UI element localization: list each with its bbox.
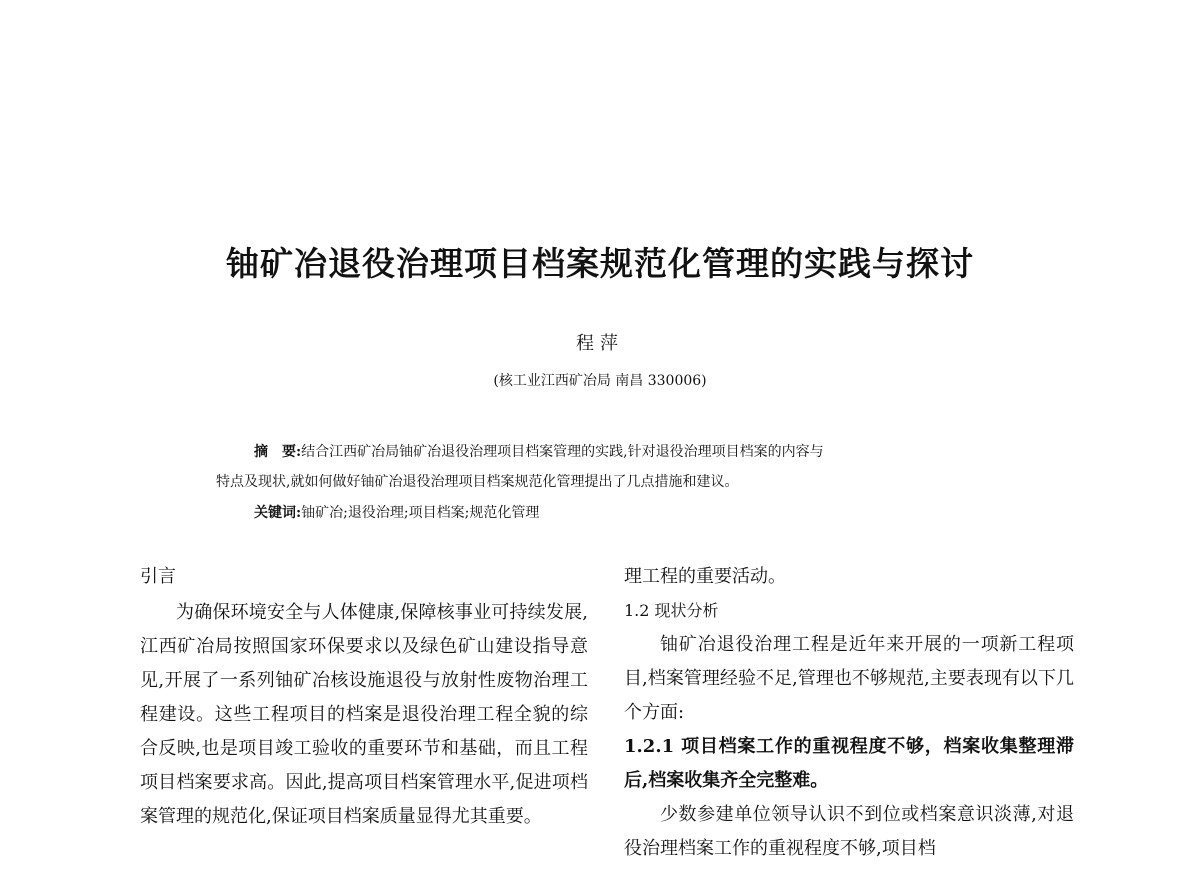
- keywords-label: 关键词:: [254, 505, 302, 521]
- section-heading-1-2: 1.2 现状分析: [624, 601, 719, 620]
- abstract-block: [216, 437, 1006, 497]
- leadership-paragraph: 少数参建单位领导认识不到位或档案意识淡薄,对退役治理档案工作的重视程度不够,项目档: [624, 804, 1074, 859]
- abstract-line-1: [216, 437, 1006, 467]
- abstract-text-1: 结合江西矿冶局铀矿冶退役治理项目档案管理的实践,针对退役治理项目档案的内容与: [301, 444, 824, 460]
- author-name: 程萍: [576, 333, 624, 354]
- abstract-line-2: 特点及现状,就如何做好铀矿冶退役治理项目档案规范化管理提出了几点措施和建议。: [216, 474, 739, 490]
- author-affiliation: (核工业江西矿冶局 南昌 330006): [493, 373, 707, 389]
- intro-paragraph: 为确保环境安全与人体健康,保障核事业可持续发展,江西矿冶局按照国家环保要求以及绿色矿山建设指导意见,开展了一系列铀矿冶核设施退役与放射性废物治理工程建设。这些工程项目的档案是退役治理工程全貌的综合反映,也是项目竣工验收的重要环节和基础，而且工程项目档案要求高。因此,提高项目档案管理水平,促进项档案管理的规范化,保证项目档案质量显得尤其重要。: [140, 602, 588, 827]
- keywords-block: [254, 502, 539, 522]
- abstract-label: 摘 要:: [254, 444, 302, 460]
- section-heading-intro: 引言: [140, 566, 176, 587]
- status-paragraph: 铀矿冶退役治理工程是近年来开展的一项新工程项目,档案管理经验不足,管理也不够规范,主要表现有以下几个方面:: [624, 634, 1074, 723]
- paper-title: 铀矿冶退役治理项目档案规范化管理的实践与探讨: [226, 244, 974, 283]
- right-column: [624, 560, 1074, 866]
- left-column: [140, 560, 588, 834]
- section-heading-1-2-1: 1.2.1 项目档案工作的重视程度不够，档案收集整理滞后,档案收集齐全完整难。: [624, 736, 1074, 791]
- continuation-text: 理工程的重要活动。: [624, 566, 786, 587]
- keywords-text: 铀矿冶;退役治理;项目档案;规范化管理: [301, 505, 540, 521]
